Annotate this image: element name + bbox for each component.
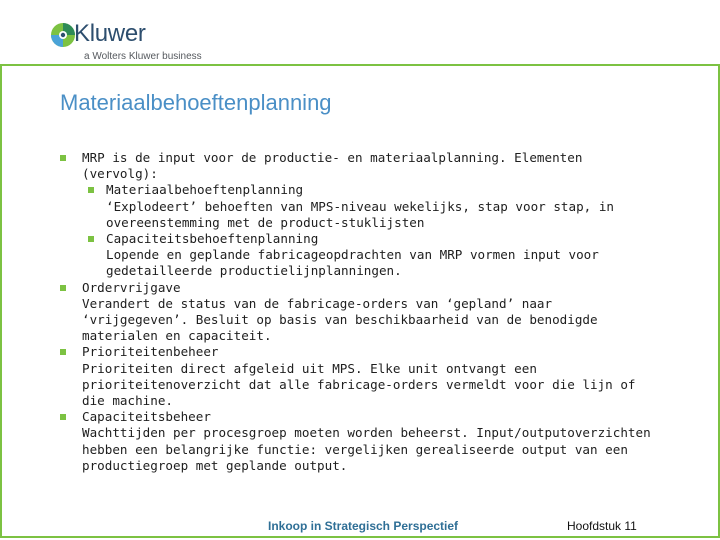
sub-item-title: Materiaalbehoeftenplanning [106,182,304,198]
list-item [60,409,660,474]
item-body: Prioriteiten direct afgeleid uit MPS. Elke unit ontvangt een prioriteitenoverzicht dat alle fabricage-orders vermeldt voor die lijn of die machine. [82,360,636,409]
slide-content [60,150,660,474]
bullet-icon [60,349,66,355]
logo [50,20,210,64]
list-item [60,280,660,345]
bullet-icon [60,285,66,291]
list-item [60,150,660,280]
footer-title: Inkoop in Strategisch Perspectief [268,519,459,533]
footer-chapter: Hoofdstuk 11 [567,519,637,533]
sub-list-item [82,231,660,280]
item-title: Capaciteitsbeheer [82,409,211,425]
item-title: Ordervrijgave [82,279,181,295]
bullet-icon [60,414,66,420]
item-title: Prioriteitenbeheer [82,344,219,360]
sub-item-body: Lopende en geplande fabricageopdrachten van MRP vormen input voor gedetailleerde productielijnplanningen. [106,247,599,279]
item-body: Verandert de status van de fabricage-orders van ‘gepland’ naar ‘vrijgegeven’. Besluit op basis van beschikbaarheid van de benodigde materialen en capaciteit. [82,295,598,344]
sub-item-body: ‘Explodeert’ behoeften van MPS-niveau wekelijks, stap voor stap, in overeenstemming met de product-stuklijsten [106,198,614,230]
bullet-icon [88,236,94,242]
item-body: Wachttijden per procesgroep moeten worden beheerst. Input/outputoverzichten hebben een belangrijke functie: vergelijken gerealiseerde output van een productiegroep met geplande output. [82,425,651,473]
logo-subtitle: a Wolters Kluwer business [84,51,202,62]
slide-title: Materiaalbehoeftenplanning [60,90,332,115]
list-item [60,344,660,409]
bullet-icon [88,187,94,193]
logo-name: Kluwer [74,20,146,47]
item-text: MRP is de input voor de productie- en materiaalplanning. Elementen (vervolg): [82,150,583,182]
kluwer-globe-icon [50,22,76,48]
bullet-icon [60,155,66,161]
sub-list-item [82,182,660,231]
sub-item-title: Capaciteitsbehoeftenplanning [106,231,319,247]
